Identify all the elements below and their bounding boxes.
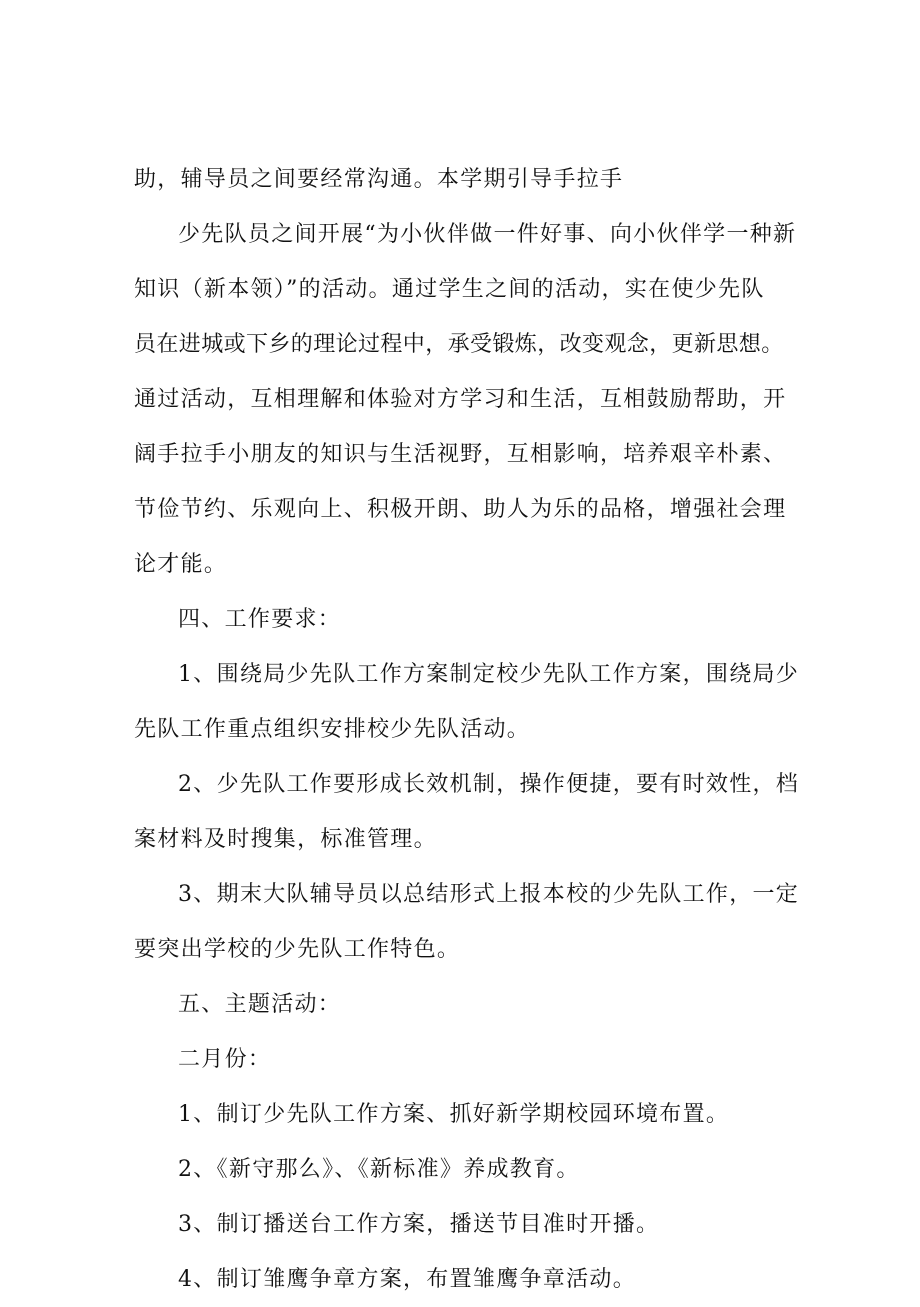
text-line: 助，辅导员之间要经常沟通。本学期引导手拉手 [134,167,624,192]
text-line: 节俭节约、乐观向上、积极开朗、助人为乐的品格，增强社会理 [134,497,787,522]
february-item-3 [134,1197,794,1252]
february-item-1 [134,1087,794,1142]
requirement-item-3 [134,867,800,977]
text-line: 1、制订少先队工作方案、抓好新学期校园环境布置。 [178,1102,730,1127]
text-line: 知识（新本领）”的活动。通过学生之间的活动，实在使少先队 [134,277,765,302]
text-line: 3、期末大队辅导员以总结形式上报本校的少先队工作，一定 [178,882,800,907]
text-line: 员在进城或下乡的理论过程中，承受锻炼，改变观念，更新思想。 [134,332,784,357]
text-line: 案材料及时搜集，标准管理。 [134,827,437,852]
requirement-item-2 [134,757,800,867]
text-line: 1、围绕局少先队工作方案制定校少先队工作方案，围绕局少 [178,662,800,687]
text-line: 四、工作要求： [178,607,342,632]
text-line: 3、制订播送台工作方案，播送节目准时开播。 [178,1212,660,1237]
paragraph-continuation [134,152,794,207]
text-line: 4、制订雏鹰争章方案，布置雏鹰争章活动。 [178,1267,636,1292]
text-line: 五、主题活动： [178,992,342,1017]
text-line: 论才能。 [134,552,228,577]
section-heading-theme-activities [134,977,794,1032]
document-body [134,152,800,1307]
text-line: 2、《新守那么》、《新标准》养成教育。 [178,1157,580,1182]
text-line: 阔手拉手小朋友的知识与生活视野，互相影响，培养艰辛朴素、 [134,442,787,467]
section-heading-work-requirements [134,592,794,647]
text-line: 2、少先队工作要形成长效机制，操作便捷，要有时效性，档 [178,772,800,797]
text-line: 二月份： [178,1047,272,1072]
february-item-4 [134,1252,794,1307]
text-line: 通过活动，互相理解和体验对方学习和生活，互相鼓励帮助，开 [134,387,787,412]
text-line: 少先队员之间开展“为小伙伴做一件好事、向小伙伴学一种新 [178,222,797,247]
text-line: 先队工作重点组织安排校少先队活动。 [134,717,531,742]
paragraph-hand-in-hand-activity [134,207,797,592]
month-heading-february [134,1032,794,1087]
february-item-2 [134,1142,794,1197]
text-line: 要突出学校的少先队工作特色。 [134,937,461,962]
requirement-item-1 [134,647,800,757]
